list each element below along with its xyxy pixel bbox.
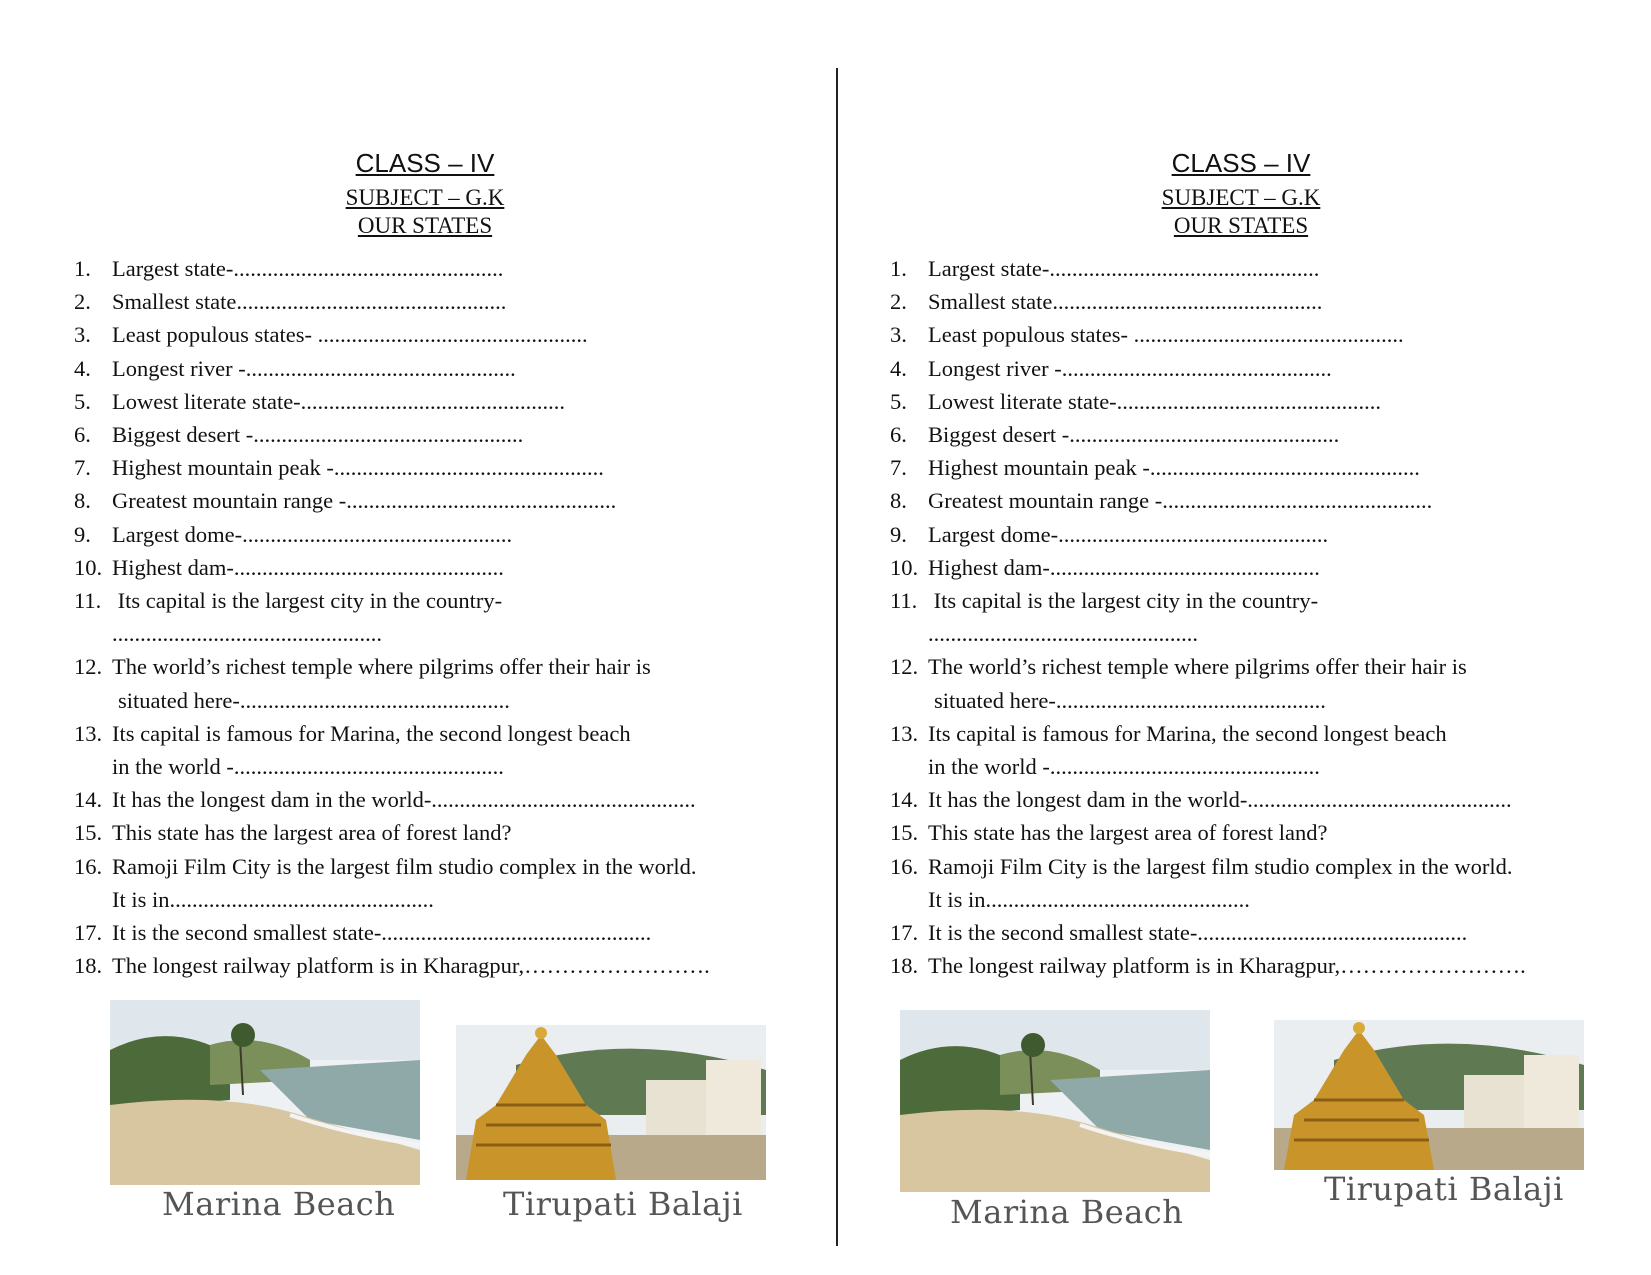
marina-beach-photo — [900, 1010, 1210, 1192]
question-item: 13. Its capital is famous for Marina, the second longest beach — [890, 720, 1447, 746]
question-item: 5. Lowest literate state-............................................... — [74, 388, 566, 414]
question-item: 13. Its capital is famous for Marina, the second longest beach — [74, 720, 631, 746]
question-item: 16. Ramoji Film City is the largest film studio complex in the world. — [74, 853, 697, 879]
question-continuation: ................................................ — [112, 621, 382, 647]
question-continuation: in the world -................................................ — [928, 754, 1320, 780]
tirupati-balaji-photo — [456, 1025, 766, 1180]
question-item: 3. Least populous states- ................................................ — [74, 322, 588, 348]
question-item: 10. Highest dam-................................................ — [74, 554, 504, 580]
question-item: 14. It has the longest dam in the world-............................................... — [74, 787, 696, 813]
question-item: 8. Greatest mountain range -................................................ — [890, 488, 1433, 514]
question-item: 4. Longest river -................................................ — [74, 355, 516, 381]
question-list — [890, 252, 1630, 982]
question-item: 2. Smallest state................................................ — [74, 289, 507, 315]
question-item: 7. Highest mountain peak -................................................ — [74, 455, 604, 481]
marina-beach-caption: Marina Beach — [950, 1193, 1184, 1231]
question-item: 12. The world’s richest temple where pilgrims offer their hair is — [74, 654, 651, 680]
tirupati-balaji-caption: Tirupati Balaji — [503, 1185, 743, 1223]
question-item: 1. Largest state-................................................ — [74, 256, 504, 281]
question-item: 18. The longest railway platform is in Kharagpur,……………………. — [890, 953, 1526, 979]
marina-beach-caption: Marina Beach — [162, 1185, 396, 1223]
question-item: 5. Lowest literate state-............................................... — [890, 388, 1382, 414]
question-item: 6. Biggest desert -................................................ — [890, 422, 1340, 448]
question-item: 15. This state has the largest area of forest land? — [890, 820, 1328, 846]
question-continuation: situated here-................................................ — [934, 687, 1326, 713]
subject-heading: SUBJECT – G.K — [345, 185, 505, 210]
class-title: CLASS – IV — [355, 148, 495, 178]
question-item: 15. This state has the largest area of forest land? — [74, 820, 512, 846]
question-item: 16. Ramoji Film City is the largest film studio complex in the world. — [890, 853, 1513, 879]
question-item: 9. Largest dome-................................................ — [890, 521, 1329, 547]
question-item: 1. Largest state-................................................ — [890, 256, 1320, 281]
question-continuation: ................................................ — [928, 621, 1198, 647]
marina-beach-photo — [110, 1000, 420, 1185]
topic-heading: OUR STATES — [1173, 213, 1309, 238]
question-item: 11. Its capital is the largest city in the country- — [890, 588, 1319, 614]
tirupati-balaji-photo — [1274, 1020, 1584, 1170]
question-item: 12. The world’s richest temple where pilgrims offer their hair is — [890, 654, 1467, 680]
question-continuation: in the world -................................................ — [112, 754, 504, 780]
question-item: 18. The longest railway platform is in Kharagpur,……………………. — [74, 953, 710, 979]
question-continuation: It is in............................................... — [928, 886, 1250, 912]
topic-heading: OUR STATES — [357, 213, 493, 238]
question-continuation: situated here-................................................ — [118, 687, 510, 713]
question-continuation: It is in............................................... — [112, 886, 434, 912]
question-item: 17. It is the second smallest state-................................................ — [74, 920, 652, 946]
worksheet-left — [0, 0, 800, 1275]
question-list — [74, 252, 814, 982]
question-item: 14. It has the longest dam in the world-............................................... — [890, 787, 1512, 813]
question-item: 10. Highest dam-................................................ — [890, 554, 1320, 580]
question-item: 17. It is the second smallest state-................................................ — [890, 920, 1468, 946]
question-item: 11. Its capital is the largest city in the country- — [74, 588, 503, 614]
subject-heading: SUBJECT – G.K — [1161, 185, 1321, 210]
question-item: 7. Highest mountain peak -................................................ — [890, 455, 1420, 481]
class-title: CLASS – IV — [1171, 148, 1311, 178]
question-item: 2. Smallest state................................................ — [890, 289, 1323, 315]
tirupati-balaji-caption: Tirupati Balaji — [1324, 1170, 1564, 1208]
question-item: 8. Greatest mountain range -................................................ — [74, 488, 617, 514]
question-item: 3. Least populous states- ................................................ — [890, 322, 1404, 348]
question-item: 9. Largest dome-................................................ — [74, 521, 513, 547]
worksheet-right — [816, 0, 1616, 1275]
question-item: 4. Longest river -................................................ — [890, 355, 1332, 381]
question-item: 6. Biggest desert -................................................ — [74, 422, 524, 448]
